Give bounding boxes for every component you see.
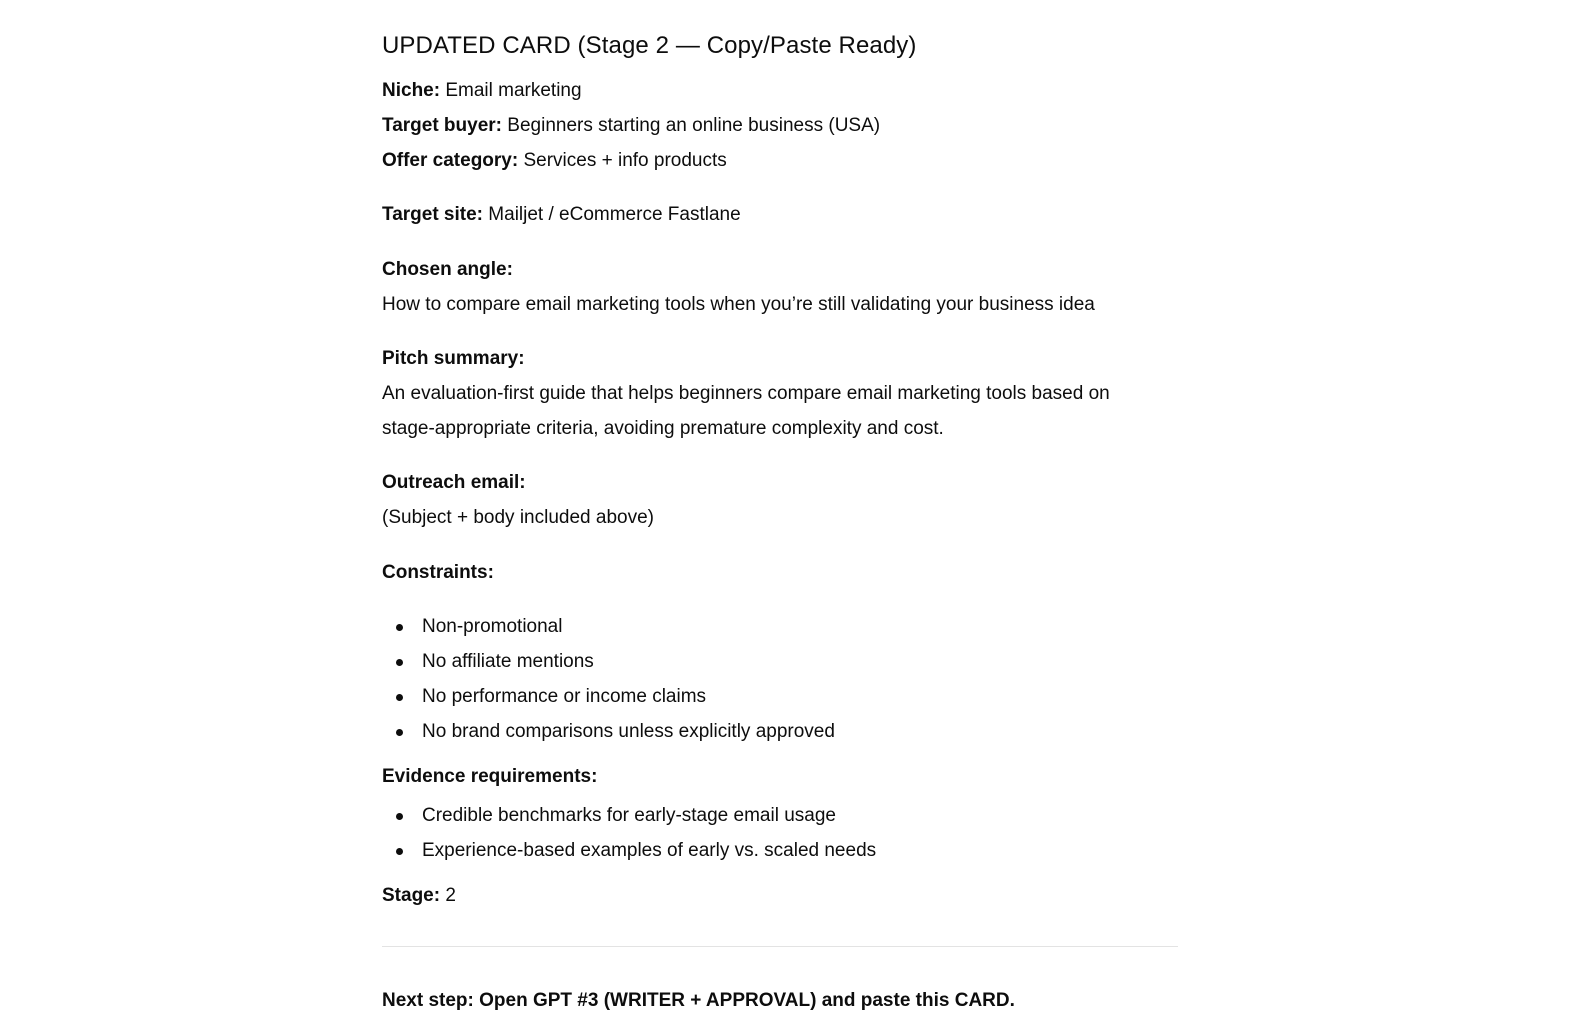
offer-category-field [382,147,727,175]
niche-label: Niche: [382,80,441,101]
bullet-icon [396,659,403,666]
evidence-requirements-label: Evidence requirements: [382,766,598,787]
niche-value: Email marketing [440,80,582,101]
niche-field [382,77,582,105]
stage-field [382,882,456,910]
offer-category-label: Offer category: [382,150,519,171]
bullet-icon [396,624,403,631]
target-buyer-value: Beginners starting an online business (USA) [502,115,881,136]
bullet-icon [396,848,403,855]
offer-category-value: Services + info products [518,150,727,171]
pitch-summary-line-1: An evaluation-first guide that helps beginners compare email marketing tools based on [382,383,1110,404]
chosen-angle-value: How to compare email marketing tools when you’re still validating your business idea [382,294,1095,315]
divider [382,946,1178,947]
target-site-field [382,201,741,229]
target-site-value: Mailjet / eCommerce Fastlane [483,204,741,225]
stage-label: Stage: [382,885,441,906]
bullet-icon [396,729,403,736]
card-title: UPDATED CARD (Stage 2 — Copy/Paste Ready) [382,32,917,59]
next-step-text: Next step: Open GPT #3 (WRITER + APPROVAL) and paste this CARD. [382,990,1015,1011]
constraints-label: Constraints: [382,562,494,583]
pitch-summary-label: Pitch summary: [382,348,525,369]
outreach-email-value: (Subject + body included above) [382,507,654,528]
outreach-email-label: Outreach email: [382,472,526,493]
stage-value: 2 [440,885,456,906]
bullet-icon [396,694,403,701]
chosen-angle-label: Chosen angle: [382,259,513,280]
pitch-summary-line-2: stage-appropriate criteria, avoiding premature complexity and cost. [382,418,944,439]
target-buyer-field [382,112,880,140]
bullet-icon [396,813,403,820]
target-buyer-label: Target buyer: [382,115,503,136]
target-site-label: Target site: [382,204,484,225]
